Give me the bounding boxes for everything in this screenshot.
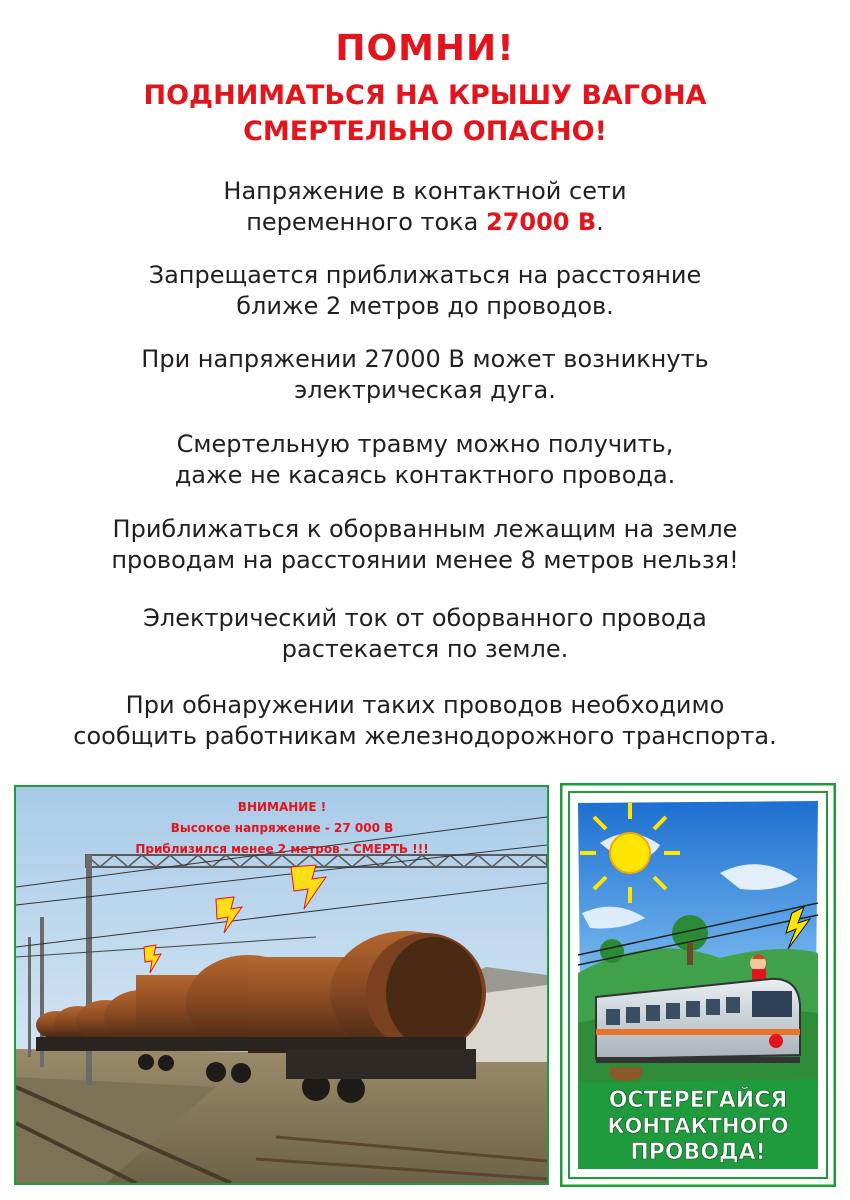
paragraph-distance [0, 260, 850, 322]
paragraph-arc [0, 344, 850, 406]
paragraph-line: Напряжение в контактной сети [223, 177, 627, 205]
paragraph-voltage [0, 176, 850, 238]
paragraph-line-suffix: . [596, 208, 604, 236]
paragraph-line: При обнаружении таких проводов необходимо [125, 691, 725, 719]
tank-train-illustration [16, 787, 547, 1183]
paragraph-line: Приближаться к оборванным лежащим на земле [112, 515, 738, 543]
poster-illustration [560, 783, 836, 1187]
sun-icon [580, 803, 680, 903]
headline-roof-climb: ПОДНИМАТЬСЯ НА КРЫШУ ВАГОНА [143, 80, 707, 111]
poster-text-beware: ОСТЕРЕГАЙСЯ [608, 1088, 788, 1113]
photo-caption-attention: ВНИМАНИЕ ! [237, 800, 327, 814]
photo-caption-voltage: Высокое напряжение - 27 000 В [170, 821, 394, 835]
paragraph-broken-wires [0, 514, 850, 576]
paragraph-line: При напряжении 27000 В может возникнуть [141, 345, 709, 373]
paragraph-line: электрическая дуга. [294, 376, 556, 404]
paragraph-line: проводам на расстоянии менее 8 метров нельзя! [111, 546, 739, 574]
paragraph-injury [0, 429, 850, 491]
headline-remember: ПОМНИ! [335, 28, 515, 69]
beware-wire-poster [560, 783, 836, 1187]
tank-train-photo [14, 785, 549, 1185]
poster-text-contact: КОНТАКТНОГО [607, 1114, 789, 1138]
paragraph-ground-current [0, 603, 850, 665]
photo-caption-death: Приблизился менее 2 метров - СМЕРТЬ !!! [135, 842, 429, 856]
paragraph-line-prefix: переменного тока [246, 208, 486, 236]
paragraph-line: даже не касаясь контактного провода. [174, 461, 676, 489]
paragraph-line: сообщить работникам железнодорожного транспорта. [73, 722, 777, 750]
paragraph-report [0, 690, 850, 752]
headline-deadly: СМЕРТЕЛЬНО ОПАСНО! [243, 116, 607, 147]
poster-text-wire: ПРОВОДА! [630, 1140, 766, 1165]
paragraph-line: Запрещается приближаться на расстояние [148, 261, 702, 289]
paragraph-line: Смертельную травму можно получить, [176, 430, 674, 458]
voltage-value: 27000 В [486, 208, 597, 236]
paragraph-line [0, 207, 850, 238]
paragraph-line: растекается по земле. [281, 635, 569, 663]
paragraph-line: Электрический ток от оборванного провода [143, 604, 707, 632]
paragraph-line: ближе 2 метров до проводов. [236, 292, 614, 320]
